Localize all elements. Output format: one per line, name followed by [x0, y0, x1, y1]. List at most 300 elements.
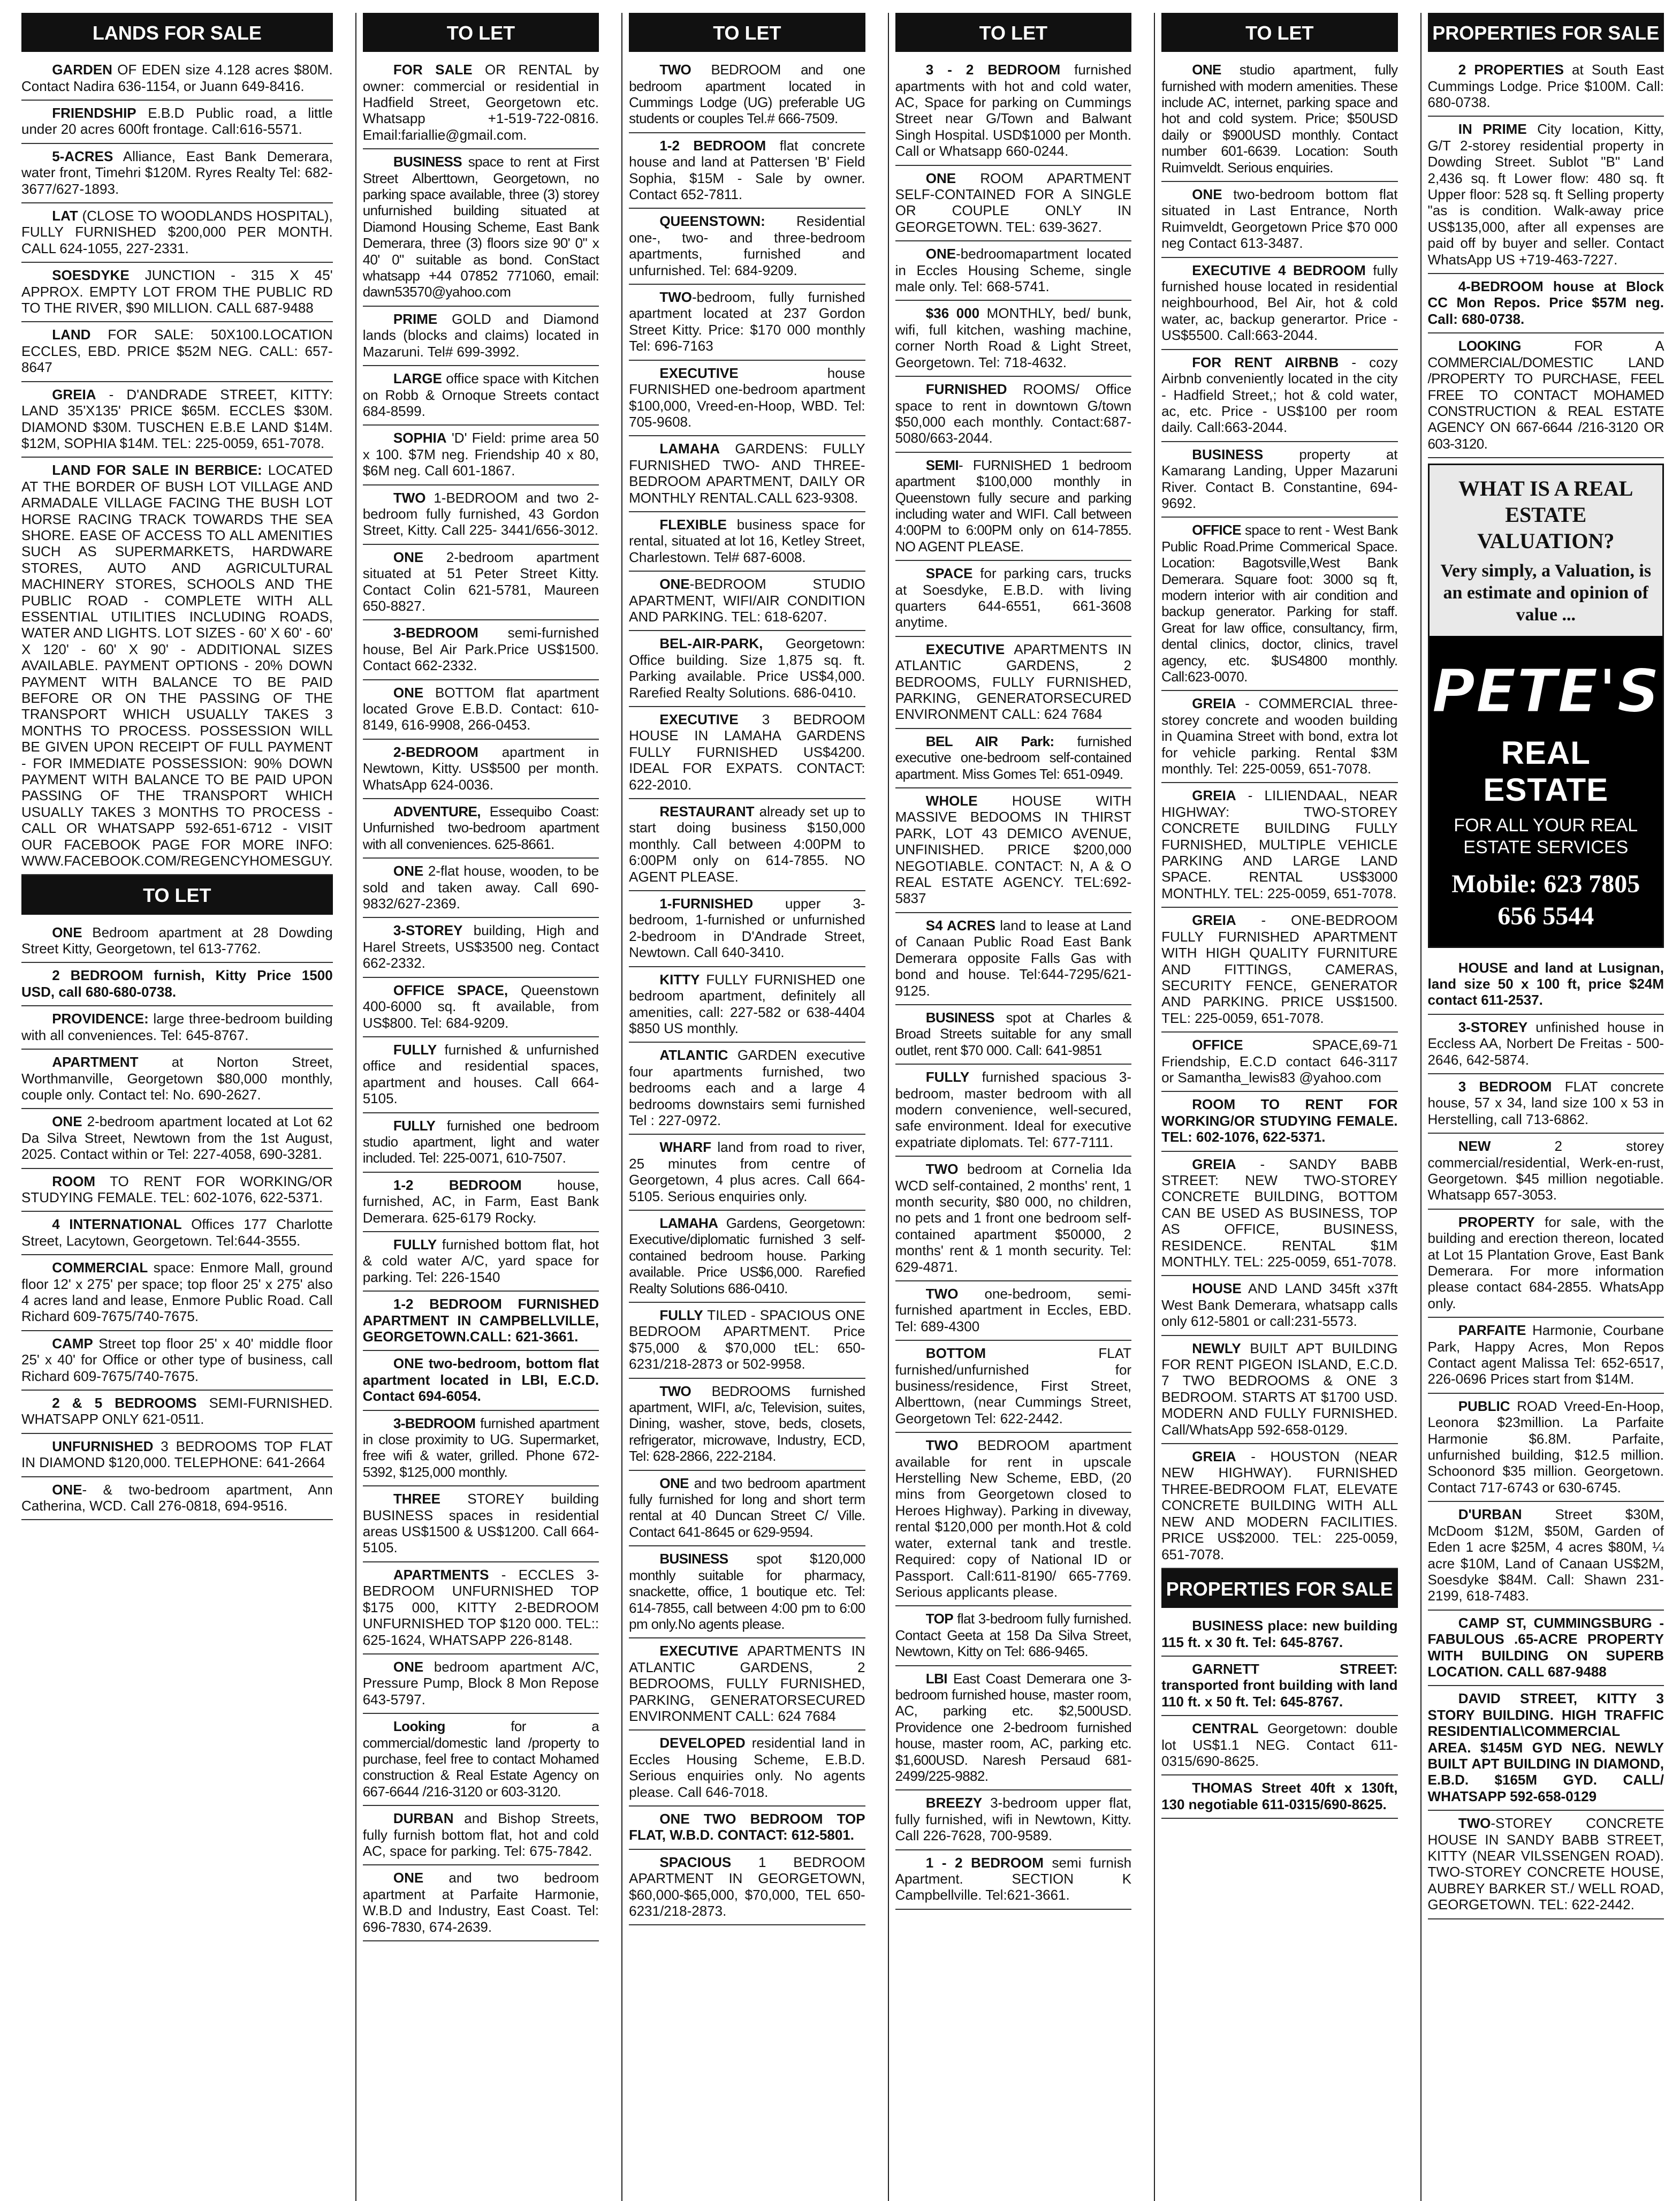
classified-ad — [629, 57, 865, 133]
ad-lead: THOMAS Street 40ft x 130ft, 130 negotiable 611-0315/690-8625. — [1161, 1780, 1398, 1812]
ad-text: space: Enmore Mall, ground floor 12' x 275' per space; top floor 25' x 275' also 4 acres land and lease, Enmore Public Road. Call Richard 609-7675/740-7675. — [21, 1259, 333, 1325]
ad-text: two-bedroom, bottom flat apartment located in LBI, E.C.D. Contact 694-6054. — [362, 1355, 599, 1405]
ad-lead: OFFICE SPACE, — [393, 982, 508, 998]
ad-lead: LAND — [52, 327, 91, 343]
ad-text: and land at Lusignan, land size 50 x 100 ft, price $24M contact 611-2537. — [1427, 959, 1664, 1008]
ad-lead: PRIME — [393, 310, 438, 327]
ad-lead: LAT — [52, 208, 78, 224]
classified-ad — [1161, 182, 1397, 258]
ad-text: Essequibo Coast: Unfurnished two-bedroom apartment with all conveniences. 625-8661. — [362, 803, 599, 852]
brand-name: REAL ESTATE — [1483, 734, 1609, 808]
ad-lead: GREIA — [1192, 1448, 1236, 1465]
ad-text: Street top floor 25' x 40' middle floor 25' x 40' for Office or other type of business, call Richard 609-7675/740-7675. — [21, 1335, 333, 1384]
ad-lead: FULLY — [925, 1069, 970, 1086]
classified-ad — [1428, 1134, 1664, 1210]
classified-ad — [1161, 1657, 1397, 1716]
ad-text: -bedroomapartment located in Eccles Housing Scheme, single male only. Tel: 668-5741. — [895, 246, 1132, 295]
ad-lead: PROVIDENCE: — [52, 1011, 149, 1027]
classified-ad — [1428, 274, 1664, 333]
classified-ad — [363, 918, 599, 977]
classified-ad — [1161, 1613, 1397, 1657]
classified-ad — [629, 967, 865, 1043]
classified-ad — [21, 203, 333, 263]
classified-ad — [21, 458, 333, 875]
ad-lead: APARTMENT — [52, 1054, 139, 1071]
petes-brand-panel — [1430, 636, 1662, 946]
ad-lead: BUSINESS — [1192, 1618, 1264, 1634]
ad-text: - & two-bedroom apartment, Ann Catherina, WCD. Call 276-0818, 694-9516. — [21, 1481, 333, 1514]
ad-lead: FULLY — [393, 1041, 437, 1058]
classified-ad — [895, 729, 1131, 788]
ad-text: for sale, with the building and erection thereon, located at Lot 15 Plantation Grove, East Bank Demerara. For more information please contact 684-2855. WhatsApp only. — [1427, 1213, 1664, 1311]
ad-lead: ONE — [659, 1475, 689, 1491]
ad-lead: BOTTOM — [925, 1345, 986, 1362]
classified-ad — [895, 241, 1131, 301]
ad-text: semi furnish Apartment. SECTION K Campbellville. Tel:621-3661. — [895, 1854, 1132, 1903]
ad-text: 1-BEDROOM and two 2-bedroom fully furnished, 43 Gordon Street, Kitty. Call 225- 3441/656-3012. — [362, 489, 599, 538]
ad-lead: ONE — [393, 549, 424, 565]
ad-text: flat concrete house and land at Pattersen 'B' Field Sophia, $15M - Sale by owner. Contact 652-7811. — [629, 137, 865, 203]
ad-lead: FLEXIBLE — [659, 516, 727, 533]
classified-ad — [21, 1006, 333, 1050]
classified-ad — [1428, 1015, 1664, 1074]
ad-lead: ONE — [393, 684, 424, 701]
ad-text: -bedroom, fully furnished apartment located at 237 Gordon Street Kitty. Price: $170 000 monthly Tel: 696-7163 — [629, 289, 865, 354]
ad-lead: ROOM — [52, 1173, 96, 1189]
ad-lead: 4-BEDROOM — [1458, 278, 1544, 295]
classified-ad — [1161, 350, 1397, 442]
ad-text: GOLD and Diamond lands (blocks and claims) located in Mazaruni. Tel# 699-3992. — [362, 310, 599, 360]
ad-text: spot at Charles & Broad Streets suitable for any small outlet, rent $70 000. Call: 641-9851 — [895, 1009, 1132, 1058]
classified-ad — [629, 436, 865, 512]
column-5 — [1154, 13, 1397, 2201]
ad-lead: FOR RENT AIRBNB — [1192, 354, 1339, 370]
ad-text: - LILIENDAAL, NEAR HIGHWAY: TWO-STOREY CONCRETE BUILDING FULLY FURNISHED, MULTIPLE VEHICLE PARKING AND LARGE LAND SPACE. RENTAL US$3000 MONTHLY. TEL: 225-0059, 651-7078. — [1161, 787, 1398, 901]
classified-ad — [629, 1638, 865, 1731]
classified-ad — [21, 963, 333, 1006]
ad-lead: 1-2 BEDROOM — [393, 1296, 502, 1312]
valuation-subhead: Very simply, a Valuation, is an estimate and opinion of value ... — [1440, 560, 1652, 625]
ad-text: JUNCTION - 315 X 45' APPROX. EMPTY LOT FROM THE PUBLIC RD TO THE RIVER, $90 MILLION. CALL 687-9488 — [21, 267, 333, 316]
ad-lead: ONE — [925, 170, 956, 186]
ad-text: Residential one-, two- and three-bedroom apartments, furnished and unfurnished. Tel: 684-9209. — [629, 213, 865, 278]
classified-ad — [363, 307, 599, 366]
petes-logo — [1432, 649, 1660, 729]
classified-ad — [21, 263, 333, 322]
classified-ad — [21, 1255, 333, 1331]
ad-text: building, High and Harel Streets, US$3500 neg. Contact 662-2332. — [362, 922, 599, 972]
ad-lead: CAMP — [52, 1335, 93, 1352]
ad-text: ROOM APARTMENT SELF-CONTAINED FOR A SINGLE OR COUPLE ONLY IN GEORGETOWN. TEL: 639-3627. — [895, 170, 1132, 235]
classified-ad — [895, 913, 1131, 1005]
classified-ad — [629, 1546, 865, 1638]
classified-ad — [1428, 117, 1664, 274]
ad-text: 3-bedroom upper flat, fully furnished, wifi in Newtown, Kitty. Call 226-7628, 700-9589. — [895, 1795, 1132, 1844]
classified-ad — [629, 209, 865, 285]
ad-text: apartment in Newtown, Kitty. US$500 per month. WhatsApp 624-0036. — [362, 743, 599, 793]
ad-text: furnished apartment in close proximity to UG. Supermarket, free wifi & water, grilled. Phone 672-5392, $125,000 monthly. — [362, 1415, 599, 1480]
ad-lead: BEL AIR Park: — [925, 733, 1054, 749]
classified-ad — [895, 1433, 1131, 1606]
ad-text: at South East Cummings Lodge. Price $100M. Call: 680-0738. — [1427, 62, 1664, 110]
ad-text: furnished bottom flat, hot & cold water A/C, yard space for parking. Tel: 226-1540 — [362, 1236, 599, 1285]
classified-ad — [1428, 1394, 1664, 1502]
ad-lead: ONE — [659, 576, 690, 593]
ad-lead: TWO — [393, 489, 426, 506]
ad-lead: 3 BEDROOM — [1458, 1078, 1552, 1095]
classified-ad — [895, 637, 1131, 729]
ad-lead: BUSINESS — [1192, 446, 1264, 462]
ad-lead: SPACIOUS — [659, 1854, 732, 1870]
ad-text: spot $120,000 monthly suitable for pharmacy, snackette, office, 1 boutique etc. Tel: 614-7855, call between 4:00 pm to 6:00 pm only.No agents please. — [629, 1551, 865, 1632]
classified-ad — [363, 978, 599, 1037]
classified-ad — [895, 453, 1131, 561]
valuation-panel — [1430, 465, 1662, 636]
ad-lead: GREIA — [52, 386, 96, 403]
classified-ad — [21, 1331, 333, 1391]
classified-ad — [629, 1211, 865, 1303]
ad-text: Bedroom apartment at 28 Dowding Street Kitty, Georgetown, tel 613-7762. — [21, 924, 333, 957]
ad-lead: EXECUTIVE 4 BEDROOM — [1192, 262, 1366, 278]
ad-lead: 3-BEDROOM — [393, 1415, 476, 1431]
ad-text: 3 BEDROOMS TOP FLAT IN DIAMOND $120,000. TELEPHONE: 641-2664 — [21, 1438, 333, 1471]
classified-ad — [629, 799, 865, 891]
classified-ad — [1161, 691, 1397, 783]
ad-lead: PUBLIC — [1458, 1398, 1510, 1414]
ad-text: and two bedroom apartment at Parfaite Harmonie, W.B.D and Industry, East Coast. Tel: 696-7830, 674-2639. — [362, 1870, 599, 1935]
ad-text: TO RENT FOR WORKING/OR STUDYING FEMALE. TEL: 602-1076, 622-5371. — [21, 1173, 333, 1205]
ad-text: BEDROOMS furnished apartment, WIFI, a/c, Television, suites, Dining, washer, stove, beds, closets, refrigerator, microwave, Industry, ECD, Tel: 628-2866, 222-2184. — [629, 1383, 865, 1464]
classified-ad — [629, 891, 865, 967]
classified-ad — [1161, 57, 1397, 182]
ad-lead: WHOLE — [925, 793, 978, 809]
classified-ad — [629, 133, 865, 209]
ad-lead: 4 INTERNATIONAL — [52, 1216, 182, 1233]
section-header: TO LET — [895, 13, 1131, 52]
ad-lead: 2 & 5 BEDROOMS — [52, 1395, 197, 1411]
classified-ad — [363, 57, 599, 149]
classified-ad — [363, 680, 599, 740]
ad-lead: LBI — [925, 1670, 947, 1687]
section-header: TO LET — [363, 13, 599, 52]
ad-lead: ADVENTURE, — [393, 803, 481, 820]
ad-lead: SOPHIA — [393, 430, 447, 446]
ad-text: Georgetown: double lot US$1.1 NEG. Contact 611-0315/690-8625. — [1161, 1720, 1398, 1769]
ad-text: large three-bedroom building with all conveniences. Tel: 645-8767. — [21, 1011, 333, 1043]
ad-text: LOCATED AT THE BORDER OF BUSH LOT VILLAGE AND ARMADALE VILLAGE FACING THE BUSH LOT HORSE RACING TRACK TOWARDS THE SEA SHORE. EASE OF ACCESS TO ALL AMENITIES SUCH AS SUPERMARKETS, HARDWARE STORES, AUTO AND AGRICULTURAL MACHINERY STORES, SCHOOLS AND THE PUBLIC ROAD - COMPLETE WITH ALL ESSENTIAL UTILITIES INCLUDING ROADS, WATER AND LIGHTS. LOT SIZES - 60' X 60' - 60' X 120' - 60' X 90' - ADDITIONAL SIZES AVAILABLE. PAYMENT OPTIONS - 20% DOWN PAYMENT WITH BALANCE TO BE PAID BEFORE OR ON THE PASSING OF THE TRANSPORT WHICH USUALLY TAKES 3 MONTHS TO PROCESS. POSSESSION WILL BE GIVEN UPON RECEIPT OF FULL PAYMENT - FOR IMMEDIATE POSSESSION: 90% DOWN PAYMENT WITH BALANCE TO BE PAID UPON PASSING OF THE TRANSPORT WHICH USUALLY TAKES 3 MONTHS TO PROCESS - CALL OR WHATSAPP 592-651-6712 - VISIT OUR FACEBOOK PAGE FOR MORE INFO: WWW.FACEBOOK.COM/REGENCYHOMESGUY. — [21, 462, 333, 869]
ad-text: space to rent - West Bank Public Road.Prime Commerical Space. Location: Bagotsville,West Bank Demerara. Square foot: 3000 sq ft, modern interior with air condition and backup generator. Parking for staff. Great for law office, consultancy, firm, dental clinics, doctor, clinics, travel agency, etc. $US4800 monthly. Call:623-0070. — [1161, 522, 1398, 685]
classified-ad — [1161, 1092, 1397, 1151]
ad-lead: SPACE — [925, 565, 973, 582]
ad-lead: GREIA — [1192, 1156, 1236, 1172]
ad-text: residential land in Eccles Housing Scheme, E.B.D. Serious enquiries only. No agents please. Call 646-7018. — [629, 1735, 865, 1800]
ad-text: FULLY FURNISHED one bedroom apartment, definitely all amenities, call: 227-582 or 638-4404 $850 US monthly. — [629, 971, 865, 1036]
ad-lead: ONE — [393, 1355, 424, 1372]
ad-text: place: new building 115 ft. x 30 ft. Tel: 645-8767. — [1161, 1618, 1398, 1650]
classified-ad — [1161, 518, 1397, 691]
ad-text: OF EDEN size 4.128 acres $80M. Contact Nadira 636-1154, or Juann 649-8416. — [21, 62, 333, 94]
ad-text: and two bedroom apartment fully furnished for long and short term rental at 40 Duncan Street C/ Ville. Contact 641-8645 or 629-9594. — [629, 1475, 865, 1540]
ad-text: GARDENS: FULLY FURNISHED TWO- AND THREE-BEDROOM APARTMENT, DAILY OR MONTHLY RENTAL.CALL 623-9308. — [629, 441, 865, 506]
ad-text: Harmonie, Courbane Park, Happy Acres, Mon Repos Contact agent Malissa Tel: 652-6517, 226-0696 Prices start from $14M. — [1427, 1322, 1664, 1387]
classified-ad — [629, 1043, 865, 1135]
ad-lead: ONE TWO BEDROOM TOP FLAT, W.B.D. CONTACT: 612-5801. — [629, 1810, 865, 1843]
classified-ad — [363, 1292, 599, 1351]
ad-text: - D'ANDRADE STREET, KITTY: LAND 35'X135' PRICE $65M. ECCLES $30M. DIAMOND $30M. TUSCHEN E.B.E LAND $14M. $12M, SOPHIA $14M. TEL: 225-0059, 651-7078. — [21, 386, 333, 451]
classified-ad — [895, 561, 1131, 637]
ad-lead: ROOM TO RENT FOR WORKING/OR STUDYING FEMALE. TEL: 602-1076, 622-5371. — [1161, 1096, 1398, 1145]
ad-text: OR RENTAL by owner: commercial or residential in Hadfield Street, Georgetown etc. Whatsapp +1-519-722-0816. Email:fariallie@gmail.com. — [362, 62, 599, 143]
ad-lead: RESTAURANT — [659, 803, 755, 820]
classified-ad — [629, 1135, 865, 1211]
ad-lead: ONE — [1192, 186, 1222, 203]
classified-ad — [363, 1037, 599, 1113]
ad-lead: FRIENDSHIP — [52, 105, 136, 121]
ad-text: HOUSE WITH MASSIVE BEDOOMS IN THIRST PARK, LOT 43 DEMICO AVENUE, UNFINISHED. PRICE $200,000 NEGOTIABLE. CONTACT: N, A & O REAL ESTATE AGENCY. TEL:692-5837 — [895, 793, 1132, 907]
classified-ad — [1161, 908, 1397, 1033]
classified-ad — [629, 512, 865, 572]
ad-text: studio apartment, fully furnished with modern amenities. These include AC, internet, parking space and hot and cold system. Price; $50USD daily or $900USD monthly. Contact number 601-6639. Location: South Ruimveldt. Serious enquiries. — [1161, 62, 1398, 176]
petes-real-estate-ad — [1428, 464, 1664, 947]
ad-text: STOREY building BUSINESS spaces in residential areas US$1500 & US$1200. Call 664-5105. — [362, 1491, 599, 1556]
classified-ad — [1428, 1074, 1664, 1134]
ad-lead: TOP — [925, 1611, 953, 1627]
section-header: TO LET — [1161, 13, 1397, 52]
classified-ad — [1161, 1775, 1397, 1819]
ad-text: Queenstown 400-6000 sq. ft available, from US$800. Tel: 684-9209. — [362, 982, 599, 1031]
classified-ad — [363, 485, 599, 545]
classified-ad — [363, 1232, 599, 1292]
ad-text: furnished executive one-bedroom self-contained apartment. Miss Gomes Tel: 651-0949. — [895, 733, 1132, 782]
classified-ad — [363, 1351, 599, 1410]
section-header: PROPERTIES FOR SALE — [1428, 13, 1664, 52]
ad-lead: BREEZY — [925, 1795, 983, 1811]
classified-ad — [895, 301, 1131, 377]
ad-text: - SANDY BABB STREET: NEW TWO-STOREY CONCRETE BUILDING, BOTTOM CAN BE USED AS BUSINESS, TOP AS OFFICE, BUSINESS, RESIDENCE. RENTAL $1M MONTHLY. TEL: 225-0059, 651-7078. — [1161, 1156, 1398, 1270]
ad-lead: TWO — [1458, 1815, 1491, 1832]
column-1 — [21, 13, 333, 2201]
ad-lead: $36 000 — [925, 305, 980, 322]
ad-text: house FURNISHED one-bedroom apartment $100,000, Vreed-en-Hoop, WBD. Tel: 705-9608. — [629, 365, 865, 430]
classified-ad — [895, 1790, 1131, 1850]
classified-ad — [895, 1065, 1131, 1157]
classified-ad — [1161, 1336, 1397, 1444]
classified-columns — [21, 13, 1664, 2201]
ad-text: BUILT APT BUILDING FOR RENT PIGEON ISLAND, E.C.D. 7 TWO BEDROOMS & ONE 3 BEDROOM. STARTS AT $1700 USD. MODERN AND FULLY FURNISHED. Call/WhatsApp 592-658-0129. — [1161, 1340, 1398, 1438]
ad-lead: DEVELOPED — [659, 1735, 746, 1751]
classified-ad — [629, 361, 865, 437]
ad-lead: BUSINESS — [659, 1551, 728, 1567]
ad-text: - ONE-BEDROOM FULLY FURNISHED APARTMENT WITH HIGH QUALITY FURNITURE AND FITTINGS, CAMERAS, SECURITY FENCE, GENERATOR AND PARKING. PRICE US$1500. TEL: 225-0059, 651-7078. — [1161, 912, 1398, 1026]
classified-ad — [895, 57, 1131, 165]
ad-text: GARDEN executive four apartments furnished, two bedrooms each and a large 4 bedrooms downstairs semi furnished Tel : 227-0972. — [629, 1047, 865, 1128]
brand-mobile: Mobile: 623 7805 656 5544 — [1451, 869, 1640, 930]
classified-ad — [895, 1281, 1131, 1341]
ad-lead: UNFURNISHED — [52, 1438, 154, 1454]
ad-text: SEMI-FURNISHED. WHATSAPP ONLY 621-0511. — [21, 1395, 333, 1428]
ad-lead: LOOKING — [1458, 338, 1521, 354]
ad-lead: 3-STOREY — [1458, 1019, 1528, 1035]
ad-lead: ONE — [1192, 62, 1221, 78]
ad-lead: NEWLY — [1192, 1340, 1241, 1356]
ad-lead: LAMAHA — [659, 1215, 718, 1231]
ad-lead: TWO — [925, 1437, 959, 1454]
ad-text: ROAD Vreed-En-Hoop, Leonora $23million. La Parfaite Harmonie $6.8M. Parfaite, unfurnished building, $12.5 million. Schoonord $35 million. Georgetown. Contact 717-6743 or 630-6745. — [1427, 1398, 1664, 1496]
ad-text: SPACE,69-71 Friendship, E.C.D contact 646-3117 or Samantha_lewis83 @yahoo.com — [1161, 1037, 1398, 1086]
classified-ad — [629, 1379, 865, 1471]
ad-text: house, furnished, AC, in Farm, East Bank Demerara. 625-6179 Rocky. — [362, 1177, 599, 1226]
ad-lead: GREIA — [1192, 695, 1236, 712]
ad-text: at Norton Street, Worthmanville, Georgetown $80,000 monthly, couple only. Contact tel: No. 690-2627. — [21, 1054, 333, 1103]
classified-ad — [895, 377, 1131, 453]
ad-lead: 1-FURNISHED — [659, 895, 754, 912]
ad-text: Offices 177 Charlotte Street, Lacytown, Georgetown. Tel:644-3555. — [21, 1216, 333, 1249]
classified-ad — [1428, 333, 1664, 458]
classified-ad — [629, 631, 865, 707]
classified-ad — [21, 382, 333, 458]
ad-lead: EXECUTIVE — [925, 641, 1005, 657]
ad-lead: NEW — [1458, 1138, 1491, 1155]
ad-lead: ATLANTIC — [659, 1047, 728, 1064]
classified-ad — [1428, 1318, 1664, 1394]
ad-lead: FULLY — [393, 1117, 436, 1134]
ad-lead: ONE — [52, 924, 82, 940]
ad-lead: TWO — [659, 1383, 691, 1399]
ad-lead: 2 BEDROOM furnish, — [52, 967, 205, 984]
classified-ad — [895, 1341, 1131, 1433]
classified-ad — [1161, 442, 1397, 518]
classified-ad — [363, 149, 599, 307]
ad-lead: ONE — [393, 863, 424, 879]
classified-ad — [1161, 783, 1397, 908]
ad-text: unfinished house in Eccless AA, Norbert De Freitas - 500-2646, 642-5874. — [1427, 1019, 1664, 1068]
ad-text: flat 3-bedroom fully furnished. Contact Geeta at 158 Da Silva Street, Newtown, Kitty on Tel: 686-9465. — [895, 1611, 1132, 1660]
ad-text: upper 3-bedroom, 1-furnished or unfurnished 2-bedroom in D'Andrade Street, Newtown. Call 640-3410. — [629, 895, 865, 961]
ad-lead: 1 - 2 BEDROOM — [925, 1854, 1044, 1871]
ad-lead: DURBAN — [393, 1810, 454, 1827]
ad-lead: LARGE — [393, 370, 442, 387]
ad-lead: ONE — [393, 1870, 424, 1886]
ad-lead: FULLY — [393, 1236, 437, 1253]
classified-ad — [363, 1714, 599, 1806]
classified-ad — [363, 799, 599, 859]
classified-ad — [363, 1654, 599, 1714]
ad-text: (CLOSE TO WOODLANDS HOSPITAL), FULLY FURNISHED $200,000 PER MONTH. CALL 624-1055, 227-2331. — [21, 208, 333, 256]
ad-lead: 1-2 BEDROOM — [659, 137, 766, 154]
classified-ad — [1161, 1152, 1397, 1277]
classified-ad — [629, 707, 865, 799]
ad-lead: EXECUTIVE — [659, 711, 739, 727]
classified-ad — [1161, 1444, 1397, 1569]
ad-text: - HOUSTON (NEAR NEW HIGHWAY). FURNISHED THREE-BEDROOM FLAT, ELEVATE CONCRETE BUILDING WITH ALL NEW AND MODERN FACILITIES. PRICE US$2000. TEL: 225-0059, 651-7078. — [1161, 1448, 1398, 1562]
ad-text: house at Block CC Mon Repos. Price $57M neg. Call: 680-0738. — [1427, 278, 1664, 327]
classified-ad — [629, 1807, 865, 1850]
ad-lead: PROPERTY — [1458, 1213, 1535, 1230]
classified-ad — [363, 426, 599, 485]
ad-lead: EXECUTIVE — [659, 365, 739, 381]
classified-ad — [895, 166, 1131, 242]
classified-ad — [1428, 1611, 1664, 1687]
ad-lead: OFFICE — [1192, 522, 1241, 538]
ad-lead: TWO — [659, 289, 692, 306]
ad-lead: ONE — [393, 1658, 424, 1675]
ad-text: Gardens, Georgetown: Executive/diplomatic furnished 3 self-contained bedroom house. Parking available. Price US$6,000. Rarefied Realty Solutions 686-0410. — [629, 1215, 865, 1296]
ad-text: land from road to river, 25 minutes from centre of Georgetown, 4 plus acres. Call 664-5105. Serious enquiries only. — [629, 1139, 865, 1204]
ad-text: East Coast Demerara one 3-bedroom furnished house, master room, AC, parking etc. $2,500USD. Providence one 2-bedroom furnished house, master room, AC, parking etc. $1,600USD. Naresh Persaud 681-2499/225-9882. — [895, 1670, 1132, 1784]
ad-text: space to rent at First Street Alberttown, Georgetown, no parking space available, three (3) storey unfurnished building situated at Diamond Housing Scheme, East Bank Demerara, three (3) floors size 90' 0" x 40' 0" suitable as bond. ConStact whatsapp +44 07852 771060, email: dawn53570@yahoo.com — [362, 154, 599, 300]
classified-ad — [1161, 1033, 1397, 1092]
classified-ad — [1428, 1502, 1664, 1610]
ad-lead: TWO — [659, 62, 691, 78]
ad-text: office space with Kitchen on Robb & Ornoque Streets contact 684-8599. — [362, 370, 599, 419]
ad-text: APARTMENTS IN ATLANTIC GARDENS, 2 BEDROOMS, FULLY FURNISHED, PARKING, GENERATORSECURED ENVIRONMENT CALL: 624 7684 — [895, 641, 1132, 723]
valuation-headline: WHAT IS A REAL ESTATE VALUATION? — [1458, 476, 1633, 553]
classified-ad — [21, 1109, 333, 1168]
section-header: TO LET — [21, 875, 333, 914]
ad-text: - cozy Airbnb conveniently located in the city - Hadfield Street,; hot & cold water, ac, etc. Price - US$100 per room daily. Call:663-2044. — [1161, 354, 1398, 436]
brand-services: FOR ALL YOUR REAL ESTATE SERVICES — [1454, 815, 1638, 857]
ad-text: City location, Kitty, G/T 2-storey residential property in Dowding Street. Sublot "B" Land 2,436 sq. ft Lower flow: 480 sq. ft Upper floor: 528 sq. ft Selling property "as is condition. Walk-away price US$135,000, after all expenses are paid off by buyer and seller. Contact WhatsApp US +719-463-7227. — [1427, 121, 1664, 268]
ad-lead: BUSINESS — [925, 1009, 994, 1026]
classified-ad — [895, 1606, 1131, 1666]
ad-text: AND LAND 345ft x37ft West Bank Demerara, whatsapp calls only 612-5801 or call:231-5573. — [1161, 1280, 1398, 1330]
ad-lead: FURNISHED — [925, 381, 1007, 398]
classified-ad — [1428, 57, 1664, 117]
ad-text: -STOREY CONCRETE HOUSE IN SANDY BABB STREET, KITTY (NEAR VILSSENGEN ROAD). TWO-STOREY CONCRETE HOUSE, AUBREY BARKER ST./ WELL ROAD, GEORGETOWN. TEL: 622-2442. — [1427, 1815, 1664, 1913]
ad-lead: TWO — [925, 1161, 959, 1178]
ad-lead: COMMERCIAL — [52, 1259, 148, 1276]
section-header: TO LET — [629, 13, 865, 52]
ad-lead: SEMI — [925, 457, 959, 473]
ad-lead: PARFAITE — [1458, 1322, 1526, 1339]
classified-ad — [363, 366, 599, 426]
ad-text: FOR SALE: 50X100.LOCATION ECCLES, EBD. PRICE $52M NEG. CALL: 657-8647 — [21, 327, 333, 376]
classified-ad — [629, 1850, 865, 1926]
ad-text: FURNISHED APARTMENT IN CAMPBELLVILLE, GEORGETOWN.CALL: 621-3661. — [362, 1296, 599, 1345]
ad-text: furnished spacious 3-bedroom, master bedroom with all modern convenience, well-secured, safe environment. Ideal for executive expatriate diplomats. Tel: 677-7111. — [895, 1069, 1132, 1150]
ad-text: property at Kamarang Landing, Upper Mazaruni River. Contact B. Constantine, 694-9692. — [1161, 446, 1398, 511]
classified-ad — [629, 1731, 865, 1807]
section-header: PROPERTIES FOR SALE — [1161, 1569, 1397, 1608]
classified-ad — [21, 144, 333, 203]
ad-lead: GARNETT — [1192, 1660, 1259, 1677]
ad-lead: CENTRAL — [1192, 1720, 1259, 1737]
ad-text: two-bedroom bottom flat situated in Last Entrance, North Ruimveldt, Georgetown Price $70 000 neg Contact 613-3487. — [1161, 186, 1398, 252]
classified-ad — [21, 1391, 333, 1434]
ad-lead: 5-ACRES — [52, 148, 113, 164]
ad-text: TILED - SPACIOUS ONE BEDROOM APARTMENT. Price $75,000 & $70,000 tEL: 650-6231/218-2873 or 502-9958. — [629, 1307, 865, 1372]
ad-text: APARTMENTS IN ATLANTIC GARDENS, 2 BEDROOMS, FULLY FURNISHED, PARKING, GENERATORSECURED ENVIRONMENT CALL: 624 7684 — [629, 1643, 865, 1724]
ad-text: 2-bedroom apartment situated at 51 Peter Street Kitty. Contact Colin 621-5781, Maureen 650-8827. — [362, 549, 599, 614]
classified-ad — [1161, 258, 1397, 350]
classified-ad — [363, 859, 599, 918]
ad-text: bedroom at Cornelia Ida WCD self-contained, 2 months' rent, 1 month security, $80 000, no children, no pets and 1 front one bedroom self-contained apartment $50000, 2 months' rent & 1 month security. Tel: 629-4871. — [895, 1161, 1132, 1275]
ad-text: fully furnished house located in residential neighbourhood, Bel Air, hot & cold water, ac, backup generartor. Price - US$5500. Call:663-2044. — [1161, 262, 1398, 344]
ad-lead: 3-BEDROOM — [393, 625, 478, 641]
ad-text: BEDROOM and one bedroom apartment located in Cummings Lodge (UG) preferable UG students or couples Tel.# 666-7509. — [629, 62, 865, 127]
classified-ad — [895, 1850, 1131, 1910]
classified-ad — [895, 1666, 1131, 1791]
classified-ad — [1428, 955, 1664, 1015]
ad-lead: LAND FOR SALE IN BERBICE: — [52, 462, 262, 479]
classified-ad — [895, 1157, 1131, 1281]
classified-ad — [21, 920, 333, 963]
ad-lead: FULLY — [659, 1307, 703, 1323]
ad-text: -BEDROOM STUDIO APARTMENT, WIFI/AIR CONDITION AND PARKING. TEL: 618-6207. — [629, 576, 865, 625]
ad-text: BOTTOM flat apartment located Grove E.B.D. Contact: 610-8149, 616-9908, 266-0453. — [362, 684, 599, 733]
ad-text: furnished apartments with hot and cold water, AC, Space for parking on Cummings Street near G/Town and Balwant Singh Hospital. USD$1000 per Month. Call or Whatsapp 660-0244. — [895, 62, 1132, 160]
ad-lead: SOESDYKE — [52, 267, 130, 284]
